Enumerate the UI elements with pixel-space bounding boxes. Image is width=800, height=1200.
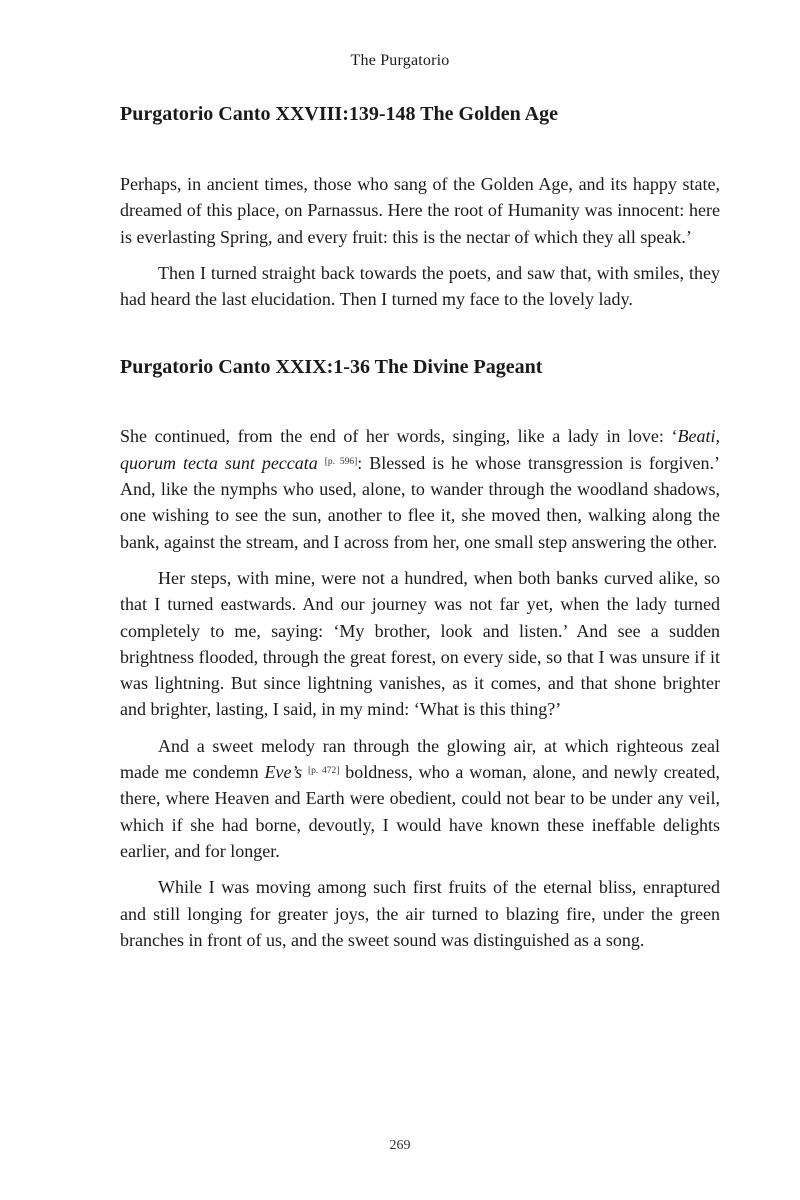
paragraph: Then I turned straight back towards the poets, and saw that, with smiles, they had heard the last elucidation. Then I turned my face to the lovely lady. <box>120 262 720 310</box>
paragraph-text: boldness, who a woman, alone, and newly created, there, where Heaven and Earth were obedient, could not bear to be under any veil, which if she had borne, devoutly, I would have known these ineffable delights earlier, and for longer. <box>120 762 721 861</box>
name-eve: Eve’s <box>264 762 303 783</box>
paragraph: While I was moving among such first fruits of the eternal bliss, enraptured and still longing for greater joys, the air turned to blazing fire, under the green branches in front of us, and the sweet sound was distinguished as a song. <box>120 877 720 950</box>
paragraph: Perhaps, in ancient times, those who sang of the Golden Age, and its happy state, dreamed of this place, on Parnassus. Here the root of Humanity was innocent: here is everlasting Spring, and every fruit: this is the nectar of which they all speak.’ <box>120 174 720 247</box>
paragraph: Her steps, with mine, were not a hundred, when both banks curved alike, so that I turned eastwards. And our journey was not far yet, when the lady turned completely to me, saying: ‘My brother, look and listen.’ And see a sudden brightness flooded, through the great forest, on every side, so that I was unsure if it was lightning. But since lightning vanishes, as it comes, and that shone brighter and brighter, lasting, I said, in my mind: ‘What is this thing?’ <box>120 567 720 720</box>
page-reference: [p. 596] <box>324 456 358 467</box>
section-body-divine-pageant <box>120 423 720 953</box>
paragraph-text: She continued, from the end of her words, singing, like a lady in love: ‘ <box>120 426 678 447</box>
page-reference: [p. 472] <box>307 766 340 777</box>
paragraph <box>120 733 720 864</box>
paragraph-text: And a sweet melody ran through the glowing air, at which righteous zeal made me condemn <box>120 735 720 783</box>
section-body-golden-age <box>120 171 720 312</box>
running-head: The Purgatorio <box>350 52 450 69</box>
page-number: 269 <box>389 1138 411 1153</box>
section-heading-golden-age: Purgatorio Canto XXVIII:139-148 The Golden Age <box>120 103 558 125</box>
section-heading-divine-pageant: Purgatorio Canto XXIX:1-36 The Divine Pageant <box>120 356 543 379</box>
paragraph <box>120 423 720 554</box>
latin-quotation: Beati, quorum tecta sunt peccata <box>120 426 720 473</box>
page-body <box>120 100 720 953</box>
paragraph-text: : Blessed is he whose transgression is forgiven.’ And, like the nymphs who used, alone, to wander through the woodland shadows, one wishing to see the sun, another to flee it, she moved then, walking along the bank, against the stream, and I across from her, one small step answering the other. <box>120 452 721 552</box>
